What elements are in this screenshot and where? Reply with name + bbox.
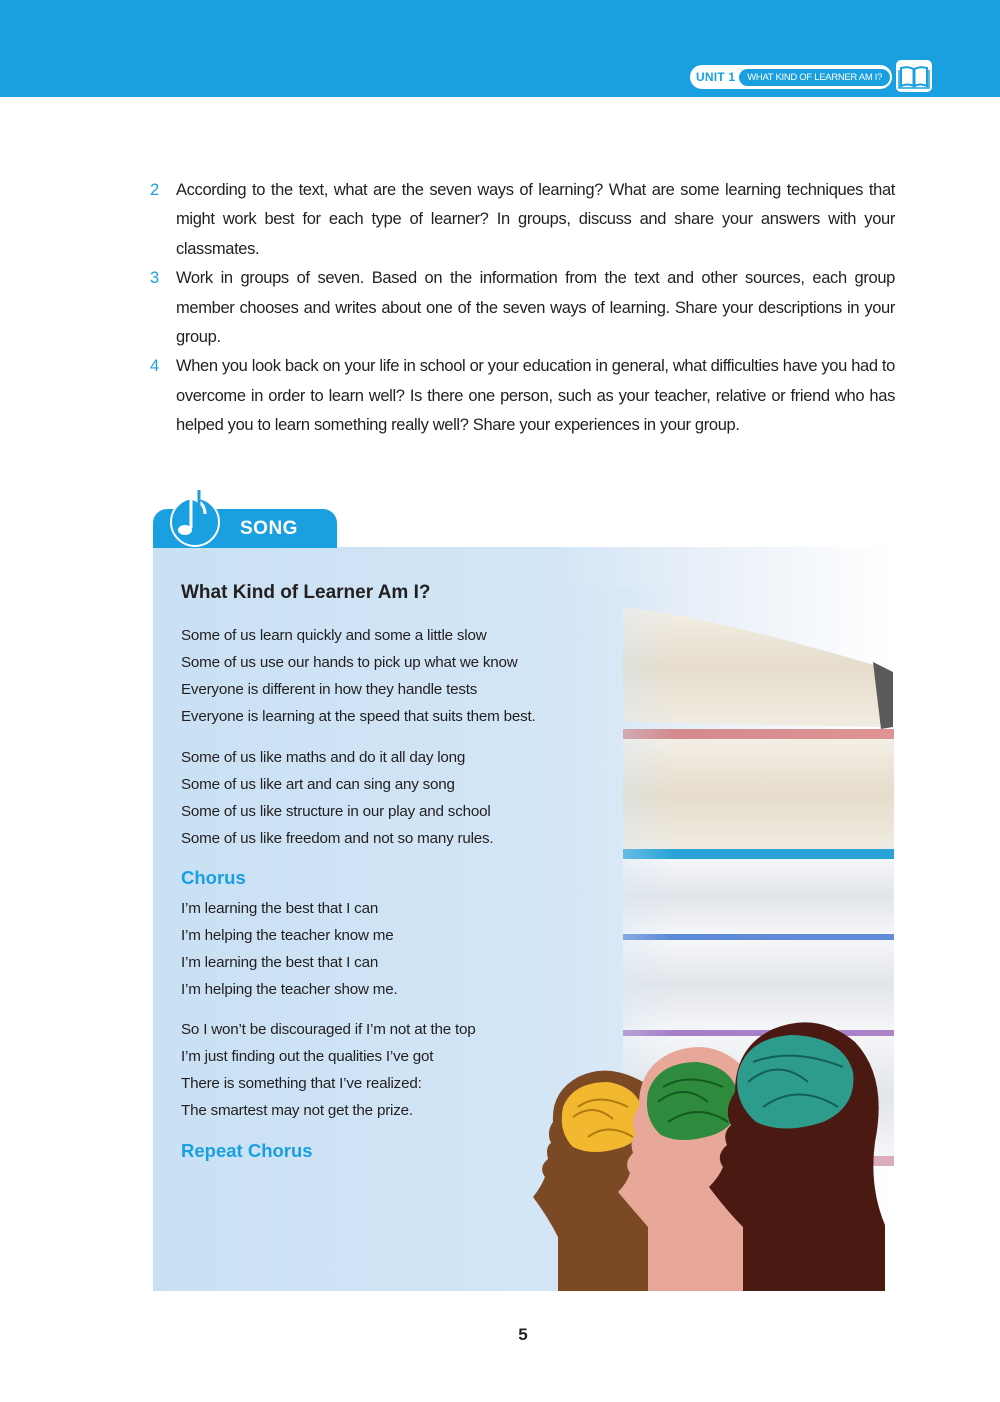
repeat-chorus-heading: Repeat Chorus [181,1140,313,1161]
unit-badge [690,65,892,89]
task-text: Work in groups of seven. Based on the information from the text and other sources, each group member chooses and writes about one of the seven ways of learning. Share your descriptions in your group. [176,269,896,347]
chorus [181,895,397,1003]
music-note-icon [165,484,225,550]
task-text: According to the text, what are the seven ways of learning? What are some learning techniques that might work best for each type of learner? In groups, discuss and share your answers with your classmates. [176,181,896,258]
unit-label: UNIT 1 [696,70,736,84]
lyric-line: There is something that I’ve realized: [181,1075,422,1092]
lyric-line: Some of us like freedom and not so many rules. [181,830,494,847]
stanza-3 [181,1016,476,1124]
task-number: 2 [150,181,160,199]
lyric-line: The smartest may not get the prize. [181,1102,413,1119]
lyric-line: I’m learning the best that I can [181,954,379,971]
lyric-line: Some of us learn quickly and some a little slow [181,627,487,644]
stanza-1 [181,622,536,730]
page-number: 5 [518,1325,528,1344]
task-number: 3 [150,269,160,288]
unit-title: WHAT KIND OF LEARNER AM I? [739,69,890,86]
lyric-line: Some of us like structure in our play and school [181,803,491,820]
lyric-line: Some of us use our hands to pick up what we know [181,654,518,671]
lyric-line: Some of us like art and can sing any song [181,776,455,793]
task-item [150,264,895,352]
task-item [150,352,895,440]
lyric-line: So I won’t be discouraged if I’m not at the top [181,1021,476,1038]
open-book-icon [896,60,932,92]
lyric-line: I’m learning the best that I can [181,900,379,917]
lyric-line: I’m helping the teacher show me. [181,981,398,998]
lyric-line: I’m just finding out the qualities I’ve got [181,1048,434,1065]
song-title: What Kind of Learner Am I? [181,582,431,603]
stanza-2 [181,744,493,852]
lyric-line: Everyone is learning at the speed that suits them best. [181,708,536,725]
task-number: 4 [150,357,160,376]
task-text: When you look back on your life in school or your education in general, what difficulties have you had to overcome in order to learn well? Is there one person, such as your teacher, relative or friend who has helped you to learn something really well? Share your experiences in your group. [176,357,895,435]
task-item [150,176,895,264]
discussion-tasks [150,176,895,441]
chorus-heading: Chorus [181,867,246,888]
song-tab-label: SONG [240,518,298,539]
lyric-line: I’m helping the teacher know me [181,927,394,944]
lyric-line: Everyone is different in how they handle tests [181,681,478,698]
lyric-line: Some of us like maths and do it all day long [181,749,466,766]
